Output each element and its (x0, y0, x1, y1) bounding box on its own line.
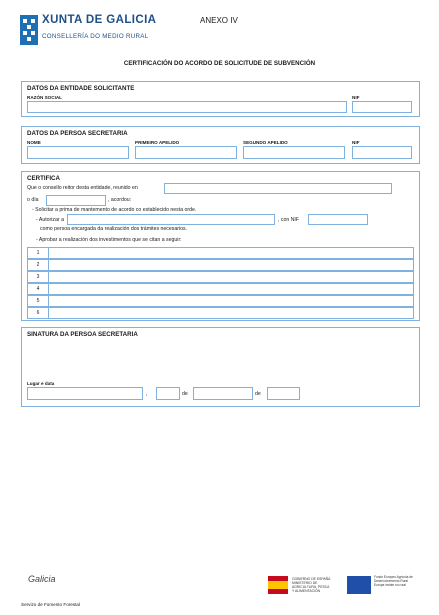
investment-row[interactable] (27, 271, 414, 283)
org-subtitle: CONSELLERÍA DO MEDIO RURAL (42, 33, 149, 40)
item2-nif-label: , con NIF (278, 217, 300, 223)
nif-label: NIF (352, 95, 360, 100)
entity-section (21, 81, 420, 117)
day-field[interactable] (156, 387, 180, 400)
meeting-place-field[interactable] (164, 183, 392, 194)
meeting-text: Que o consello reitor desta entidade, reunido en (27, 185, 138, 191)
authorized-nif-field[interactable] (308, 214, 368, 225)
de-text-1: de (182, 391, 188, 397)
spain-flag-icon (268, 576, 288, 594)
item1-text: - Solicitar a prima de mantemento de acordo co establecido nesta orde. (32, 207, 197, 213)
document-title: CERTIFICACIÓN DO ACORDO DE SOLICITUDE DE SUBVENCIÓN (123, 60, 316, 67)
entity-section-title: DATOS DA ENTIDADE SOLICITANTE (27, 85, 135, 92)
item2-prefix: - Autorizar a (36, 217, 64, 223)
place-field[interactable] (27, 387, 143, 400)
investment-row[interactable] (27, 259, 414, 271)
name-label: RAZÓN SOCIAL (27, 95, 62, 100)
de-text-2: de (255, 391, 261, 397)
agreed-text: , acordou: (108, 197, 132, 203)
item2-tail: como persoa encargada da realización dos trámites necesarios. (40, 226, 188, 232)
org-name: XUNTA DE GALICIA (42, 14, 157, 26)
secretary-nif-label: NIF (352, 140, 360, 145)
xunta-logo-icon (20, 15, 38, 45)
investment-row[interactable] (27, 247, 414, 259)
investment-row[interactable] (27, 307, 414, 319)
annex-label: ANEXO IV (200, 16, 238, 25)
signature-section (21, 327, 420, 407)
row-number: 2 (28, 260, 49, 270)
investment-row[interactable] (27, 295, 414, 307)
meeting-day-field[interactable] (46, 195, 106, 206)
row-number: 1 (28, 248, 49, 258)
name-field[interactable] (27, 101, 347, 113)
nif-field[interactable] (352, 101, 412, 113)
signature-title: SINATURA DA PERSOA SECRETARIA (27, 331, 138, 338)
place-date-label: Lugar e data (27, 381, 55, 386)
secretary-nif-field[interactable] (352, 146, 412, 159)
authorized-person-field[interactable] (67, 214, 275, 225)
comma-text: , (146, 391, 148, 397)
eu-flag-icon (347, 576, 371, 594)
item3-text: - Aprobar a realización dos investimentos que se citan a seguir: (36, 237, 182, 243)
first-name-label: NOME (27, 140, 41, 145)
year-field[interactable] (267, 387, 300, 400)
first-name-field[interactable] (27, 146, 129, 159)
row-number: 6 (28, 308, 49, 318)
surname2-field[interactable] (243, 146, 345, 159)
secretary-section-title: DATOS DA PERSOA SECRETARIA (27, 130, 128, 137)
surname1-label: PRIMEIRO APELIDO (135, 140, 180, 145)
eu-fund-text: Fondo Europeo Agrícola de Desenvolvemento Rural Europa inviste no rural (374, 575, 413, 587)
month-field[interactable] (193, 387, 253, 400)
day-prefix: o día (27, 197, 39, 203)
secretary-section (21, 126, 420, 164)
row-number: 5 (28, 296, 49, 306)
row-number: 4 (28, 284, 49, 294)
certifica-title: CERTIFICA (27, 175, 60, 182)
investment-row[interactable] (27, 283, 414, 295)
ministry-text: GOBIERNO DE ESPAÑA MINISTERIO DE AGRICULTURA, PESCA Y ALIMENTACIÓN (292, 577, 331, 593)
row-number: 3 (28, 272, 49, 282)
galicia-footer-logo: Galicia (28, 574, 56, 584)
surname2-label: SEGUNDO APELIDO (243, 140, 288, 145)
service-name: Servizo de Fomento Forestal (21, 602, 80, 607)
surname1-field[interactable] (135, 146, 237, 159)
certifica-section (21, 171, 420, 321)
